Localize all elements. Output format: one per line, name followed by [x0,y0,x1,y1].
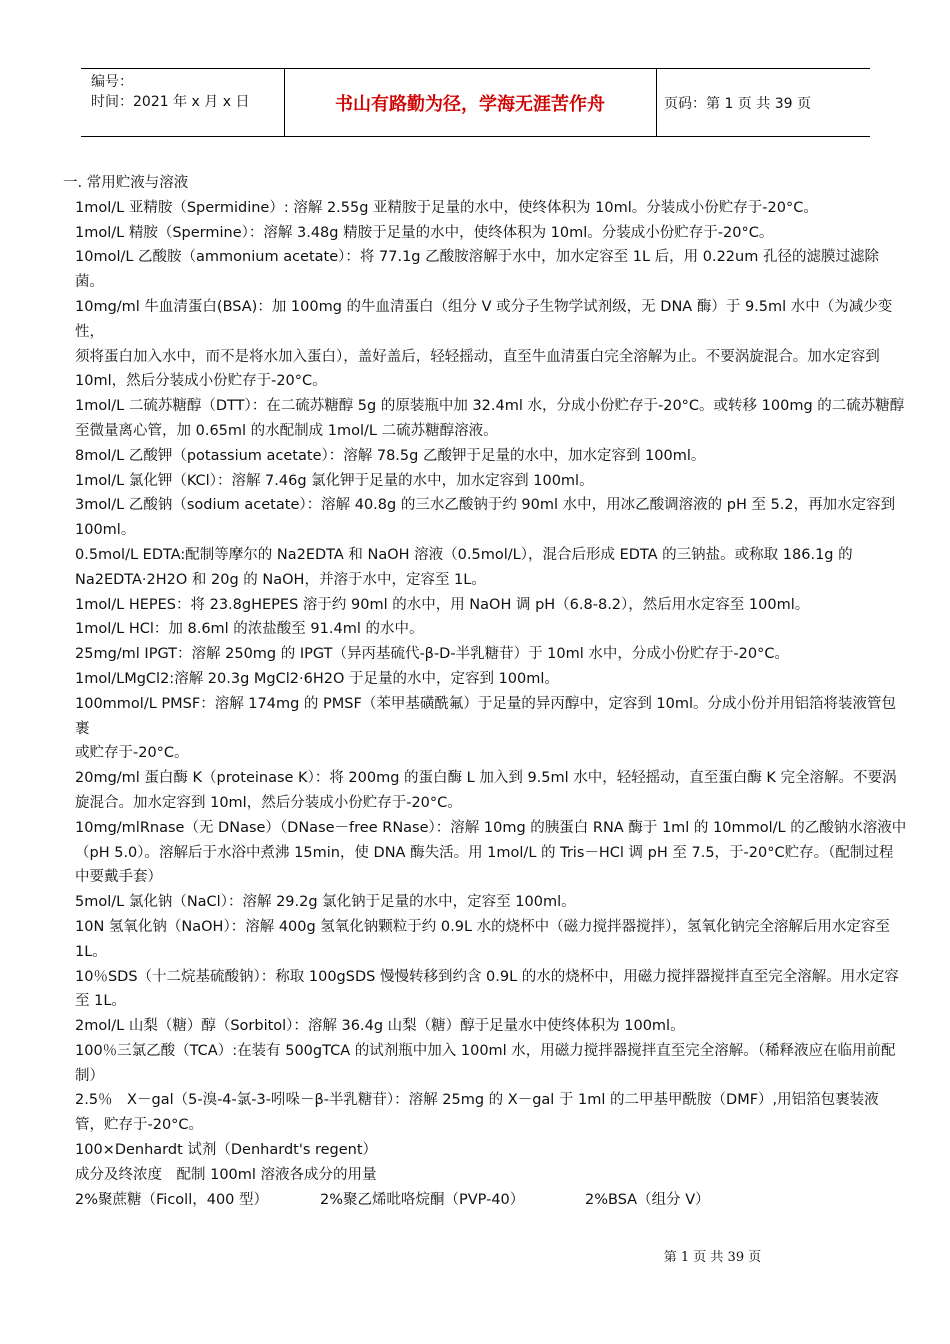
header-date: 时间：2021 年 x 月 x 日 [91,94,250,110]
paragraph: 100％三氯乙酸（TCA）:在装有 500gTCA 的试剂瓶中加入 100ml 水，用磁力搅拌器搅拌直至完全溶解。（稀释液应在临用前配制） [75,1042,896,1084]
component-cell: 2%聚乙烯吡咯烷酮（PVP-40） [320,1191,525,1208]
paragraph: 1mol/L HCl：加 8.6ml 的浓盐酸至 91.4ml 的水中。 [75,621,424,638]
header-left [91,72,249,112]
paragraph: 1mol/L HEPES：将 23.8gHEPES 溶于约 90ml 的水中，用 NaOH 调 pH（6.8-8.2），然后用水定容至 100ml。 [75,596,810,613]
paragraph: 10％SDS（十二烷基硫酸钠）：称取 100gSDS 慢慢转移到约含 0.9L 的水的烧杯中，用磁力搅拌器搅拌直至完全溶解。用水定容至 1L。 [75,968,899,1010]
component-row [75,1188,907,1213]
component-cell: 2%聚蔗糖（Ficoll，400 型） [75,1191,269,1208]
paragraph: 或贮存于-20°C。 [75,745,189,762]
document-header [81,68,870,137]
paragraph: 1mol/L 氯化钾（KCl）：溶解 7.46g 氯化钾于足量的水中，加水定容到 100ml。 [75,472,594,489]
paragraph: 3mol/L 乙酸钠（sodium acetate）：溶解 40.8g 的三水乙酸钠于约 90ml 水中，用冰乙酸调溶液的 pH 至 5.2，再加水定容到 100ml。 [75,497,896,539]
document-body [75,196,907,1213]
paragraph: 1mol/L 亚精胺（Spermidine）: 溶解 2.55g 亚精胺于足量的水中，使终体积为 10ml。分装成小份贮存于-20°C。 [75,199,818,216]
paragraph: 0.5mol/L EDTA:配制等摩尔的 Na2EDTA 和 NaOH 溶液（0.5mol/L），混合后形成 EDTA 的三钠盐。或称取 186.1g 的 Na2EDTA·2H2O 和 20g 的 NaOH，并溶于水中，定容至 1L。 [75,546,853,588]
paragraph: 5mol/L 氯化钠（NaCl）：溶解 29.2g 氯化钠于足量的水中，定容至 100ml。 [75,894,576,911]
paragraph: 2mol/L 山梨（糖）醇（Sorbitol）：溶解 36.4g 山梨（糖）醇于足量水中使终体积为 100ml。 [75,1018,685,1035]
paragraph: 1mol/L 精胺（Spermine）：溶解 3.48g 精胺于足量的水中，使终体积为 10ml。分装成小份贮存于-20°C。 [75,224,774,241]
section-title: 一. 常用贮液与溶液 [63,175,189,191]
paragraph: 1mol/L 二硫苏糖醇（DTT）：在二硫苏糖醇 5g 的原装瓶中加 32.4ml 水，分成小份贮存于-20°C。或转移 100mg 的二硫苏糖醇 [75,398,905,415]
paragraph: 10mg/mlRnase（无 DNase）（DNase－free RNase）：溶解 10mg 的胰蛋白 RNA 酶于 1ml 的 10mmol/L 的乙酸钠水溶液中（pH 5.0）。溶解后于水浴中煮沸 15min，使 DNA 酶失活。用 1mol/L 的 Tris－HCl 调 pH 至 7.5，于-20°C贮存。（配制过程中要戴手套） [75,819,907,886]
paragraph: 10N 氢氧化钠（NaOH）：溶解 400g 氢氧化钠颗粒于约 0.9L 水的烧杯中（磁力搅拌器搅拌），氢氧化钠完全溶解后用水定容至 1L。 [75,918,890,960]
paragraph: 须将蛋白加入水中，而不是将水加入蛋白），盖好盖后，轻轻摇动，直至牛血清蛋白完全溶解为止。不要涡旋混合。加水定容到 10ml，然后分装成小份贮存于-20°C。 [75,348,880,390]
header-page-info: 页码：第 1 页 共 39 页 [664,95,811,112]
component-cell: 2%BSA（组分 V） [585,1191,710,1208]
paragraph: 8mol/L 乙酸钾（potassium acetate）：溶解 78.5g 乙酸钾于足量的水中，加水定容到 100ml。 [75,447,706,464]
paragraph: 成分及终浓度 配制 100ml 溶液各成分的用量 [75,1166,377,1183]
paragraph: 100×Denhardt 试剂（Denhardt's regent） [75,1142,378,1159]
paragraph: 2.5％ X－gal（5-溴-4-氯-3-吲哚－β-半乳糖苷）：溶解 25mg 的 X－gal 于 1ml 的二甲基甲酰胺（DMF）,用铝箔包裹装液管，贮存于-20°C。 [75,1092,879,1134]
header-divider [656,69,657,136]
header-number-label: 编号： [91,74,133,90]
paragraph: 10mg/ml 牛血清蛋白(BSA)：加 100mg 的牛血清蛋白（组分 V 或分子生物学试剂级，无 DNA 酶）于 9.5ml 水中（为减少变性， [75,298,893,340]
paragraph: 至微量离心管，加 0.65ml 的水配制成 1mol/L 二硫苏糖醇溶液。 [75,422,498,439]
header-motto: 书山有路勤为径，学海无涯苦作舟 [335,93,605,115]
paragraph: 10mol/L 乙酸胺（ammonium acetate）：将 77.1g 乙酸胺溶解于水中，加水定容至 1L 后，用 0.22um 孔径的滤膜过滤除菌。 [75,249,879,291]
paragraph: 20mg/ml 蛋白酶 K（proteinase K）：将 200mg 的蛋白酶 L 加入到 9.5ml 水中，轻轻摇动，直至蛋白酶 K 完全溶解。不要涡旋混合。加水定容到 10ml，然后分装成小份贮存于-20°C。 [75,770,897,811]
paragraph: 25mg/ml IPGT：溶解 250mg 的 IPGT（异丙基硫代-β-D-半乳糖苷）于 10ml 水中，分成小份贮存于-20°C。 [75,646,789,663]
paragraph: 100mmol/L PMSF：溶解 174mg 的 PMSF（苯甲基磺酰氟）于足量的异丙醇中，定容到 10ml。分成小份并用铝箔将装液管包裹 [75,695,897,737]
paragraph: 1mol/LMgCl2:溶解 20.3g MgCl2·6H2O 于足量的水中，定容到 100ml。 [75,670,559,687]
page-footer: 第 1 页 共 39 页 [663,1250,762,1265]
